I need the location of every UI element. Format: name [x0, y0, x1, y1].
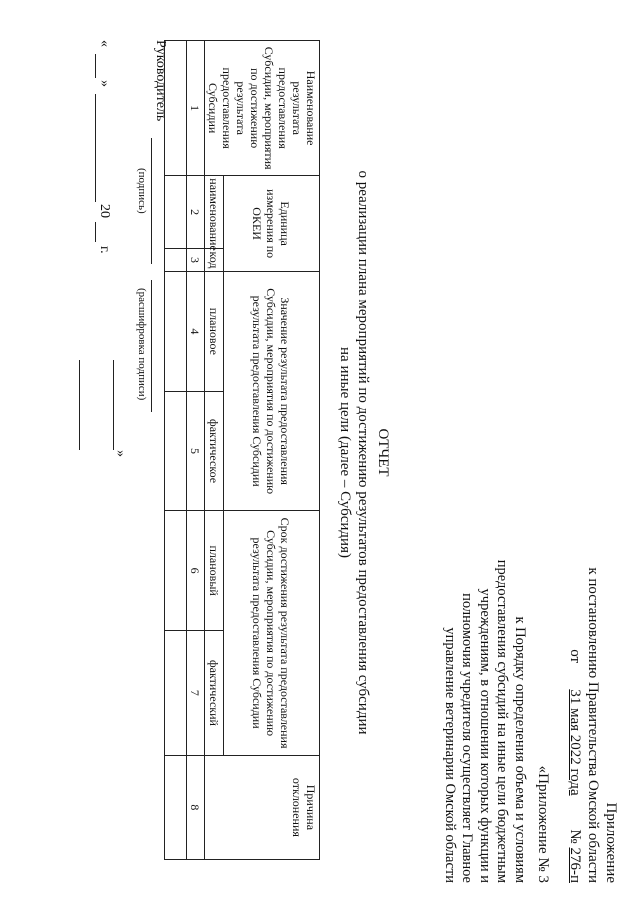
table-cell: 8	[187, 755, 205, 859]
year-suffix: г.	[97, 246, 112, 254]
table-cell	[165, 176, 187, 249]
table-cell: 3	[187, 249, 205, 272]
decode-line	[151, 280, 152, 412]
table-cell: 4	[187, 272, 205, 392]
appendix-block	[441, 543, 621, 883]
subheader-value-plan: плановое	[205, 272, 224, 392]
appendix-title: Приложение	[603, 802, 619, 883]
report-title: ОТЧЕТ	[375, 428, 391, 477]
table-cell	[165, 511, 187, 631]
month-line	[95, 94, 96, 202]
table-cell	[165, 630, 187, 755]
closing-line-1	[113, 360, 114, 450]
date-open-quote: «	[97, 40, 112, 47]
day-line	[95, 54, 96, 78]
subheader-value-fact: фактическое	[205, 391, 224, 511]
table-cell: 2	[187, 176, 205, 249]
sign-caption: (подпись)	[136, 168, 148, 214]
table-row	[165, 41, 187, 860]
col-header-term: Срок достижения результата предоставления Субсидии, мероприятия по достижению результата предоставления Субсидии	[223, 511, 319, 756]
appendix-resolution: к постановлению Правительства Омской области	[585, 567, 601, 883]
subheader-term-plan: плановый	[205, 511, 224, 631]
table-cell: 7	[187, 630, 205, 755]
year-prefix: 20	[97, 204, 112, 218]
report-subtitle-1: о реализации плана мероприятий по достижению результатов предоставления субсидии	[355, 170, 371, 735]
table-cell: 6	[187, 511, 205, 631]
table-cell	[165, 249, 187, 272]
table-cell: 1	[187, 41, 205, 176]
table-header-row	[223, 41, 319, 860]
close-quote: »	[113, 450, 128, 457]
col-header-value: Значение результата предоставления Субсидии, мероприятия по достижению результата предоставления Субсидии	[223, 272, 319, 511]
date-mid-quote: »	[97, 80, 112, 87]
sub-appendix-title: «Приложение № 3	[535, 765, 551, 883]
report-subtitle-2: на иные цели (далее – Субсидия)	[337, 347, 353, 558]
table-number-row	[187, 41, 205, 860]
table-cell	[165, 755, 187, 859]
decode-caption: (расшифровка подписи)	[136, 288, 148, 401]
subheader-unit-name: наименование	[205, 176, 224, 249]
table-cell	[165, 272, 187, 392]
table-cell	[165, 391, 187, 511]
table-cell: 5	[187, 391, 205, 511]
subheader-unit-code: код	[205, 249, 224, 272]
year-line	[95, 222, 96, 242]
closing-line-2	[79, 360, 80, 450]
col-header-unit: Единица измерения по ОКЕИ	[223, 176, 319, 272]
col-header-name: Наименование результата предоставления Субсидии, мероприятия по достижению результата предоставления Субсидии	[205, 41, 320, 176]
head-label: Руководитель	[153, 40, 168, 122]
subheader-term-fact: фактический	[205, 630, 224, 755]
signature-line	[151, 138, 152, 264]
report-table	[164, 40, 320, 860]
col-header-reason: Причина отклонения	[205, 755, 320, 859]
appendix-number: 276-п	[567, 847, 583, 883]
appendix-date-line: от 31 мая 2022 года № 276-п	[567, 649, 583, 883]
sub-appendix-text: к Порядку определения объема и условиям предоставления субсидий на иные цели бюджетным учреждениям, в отношении которых функции и полномочия учредителя осуществляет Главное управление ветеринарии Омской области	[442, 559, 528, 883]
appendix-date: 31 мая 2022 года	[567, 689, 583, 796]
